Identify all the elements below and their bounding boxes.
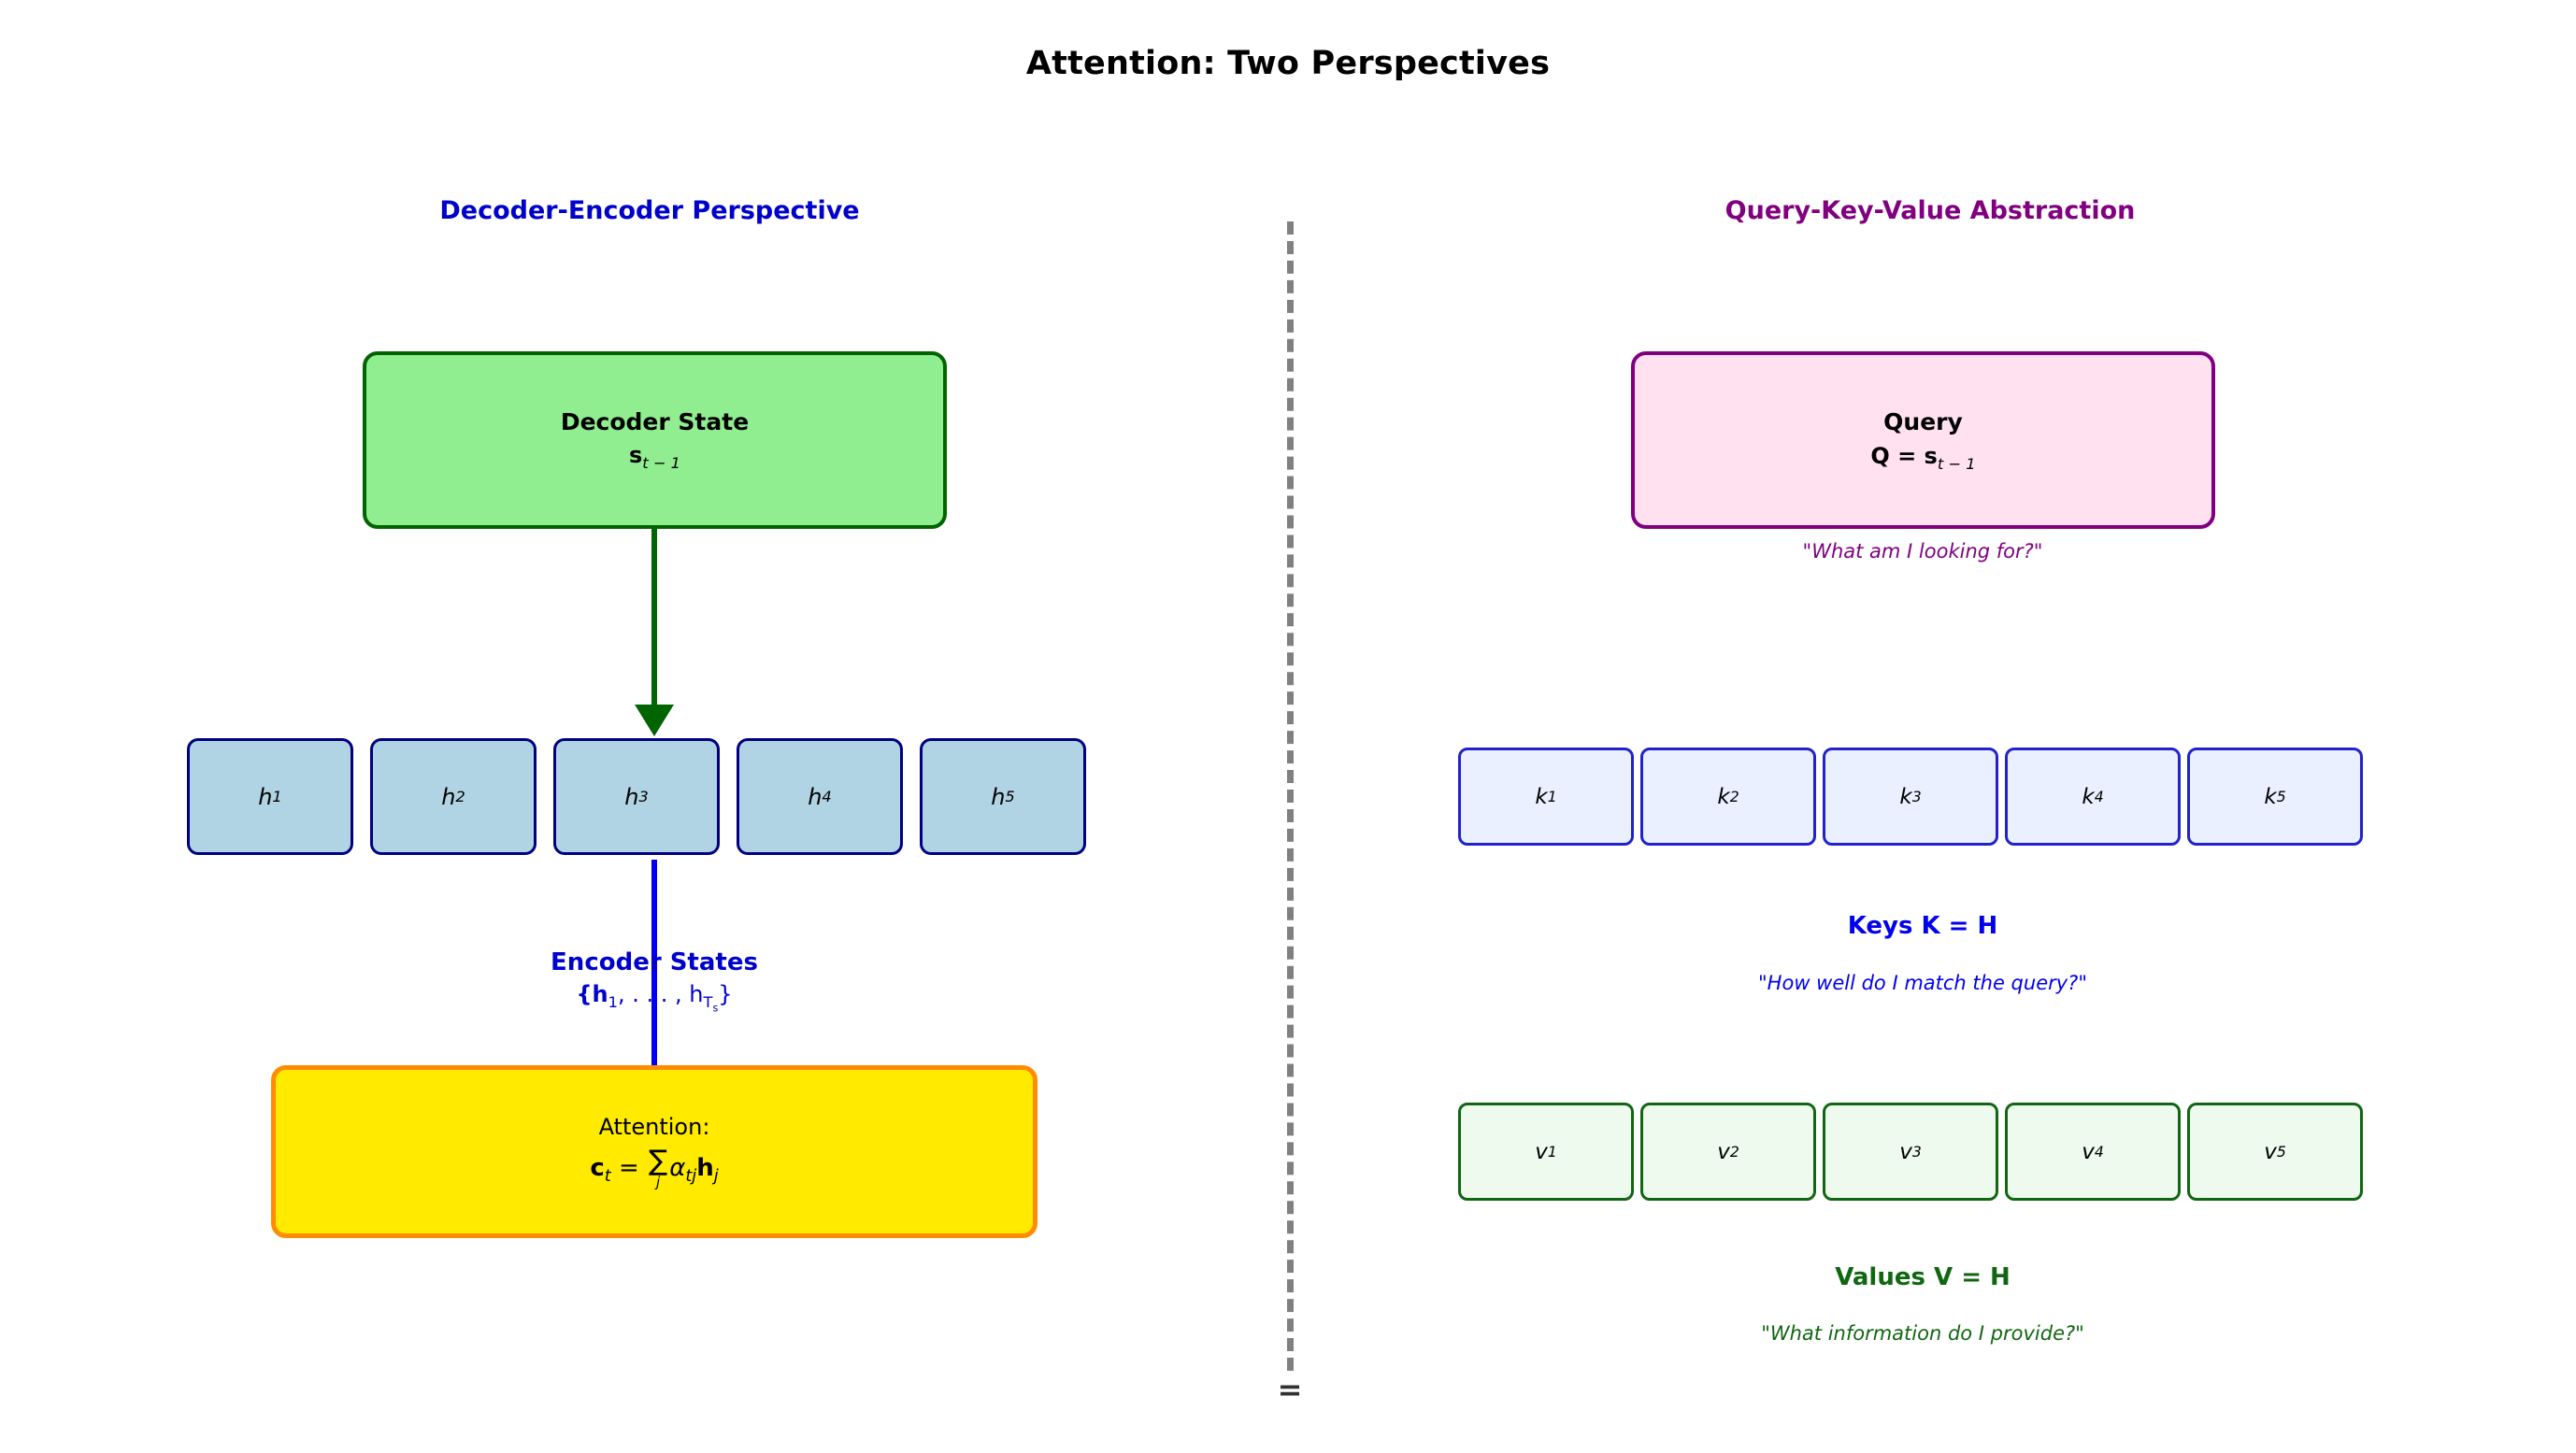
query-box (1631, 351, 2215, 529)
values-row (1458, 1103, 2383, 1205)
decoder-s-symbol: s (628, 442, 643, 469)
decoder-state-box (363, 351, 947, 529)
keys-label: Keys K = H (1847, 912, 1998, 940)
keys-row (1458, 748, 2383, 850)
key-cell-base: k (1717, 784, 1730, 809)
value-cell-base: v (1535, 1139, 1548, 1164)
query-caption: "What am I looking for?" (1802, 540, 2043, 563)
value-cell (1640, 1103, 1816, 1201)
summation-symbol-group (649, 1147, 667, 1189)
value-cell (1458, 1103, 1634, 1201)
attention-box (271, 1065, 1038, 1238)
value-cell-sub: 3 (1911, 1143, 1922, 1161)
key-cell-sub: 1 (1547, 788, 1557, 805)
summation-index: j (656, 1174, 661, 1190)
encoder-cell-sub: 1 (272, 788, 282, 805)
key-cell (2187, 748, 2363, 846)
key-cell-sub: 3 (1911, 788, 1922, 805)
attention-h-symbol: h (696, 1154, 714, 1182)
value-cell-sub: 2 (1729, 1143, 1739, 1161)
key-cell (2005, 748, 2181, 846)
query-formula (1870, 443, 1975, 473)
left-panel-title: Decoder-Encoder Perspective (439, 196, 860, 225)
encoder-states-label-line1: Encoder States (551, 948, 758, 976)
attention-h-sub: j (713, 1167, 719, 1187)
encoder-states-label (374, 948, 935, 1014)
value-cell-sub: 5 (2276, 1143, 2286, 1161)
value-cell-sub: 1 (1547, 1143, 1557, 1161)
value-cell (2005, 1103, 2181, 1201)
key-cell-base: k (2264, 784, 2277, 809)
key-cell-sub: 2 (1729, 788, 1739, 805)
keys-caption: "How well do I match the query?" (1758, 972, 2087, 994)
decoder-state-title: Decoder State (560, 408, 750, 436)
query-formula-prefix: Q = s (1870, 442, 1938, 469)
encoder-cell-sub: 2 (455, 788, 465, 805)
encoder-set-sub2-base: T (703, 992, 713, 1011)
attention-c-symbol: c (590, 1154, 605, 1182)
encoder-set-sub2 (703, 992, 719, 1015)
values-caption: "What information do I provide?" (1761, 1322, 2084, 1345)
value-cell (2187, 1103, 2363, 1201)
encoder-cell-base: h (441, 783, 456, 810)
key-cell (1640, 748, 1816, 846)
encoder-set-mid: , . . . , h (618, 981, 704, 1007)
key-cell (1823, 748, 1998, 846)
key-cell-base: k (1899, 784, 1912, 809)
value-cell-base: v (2264, 1139, 2277, 1164)
value-cell-base: v (1899, 1139, 1912, 1164)
encoder-cell-base: h (624, 783, 639, 810)
encoder-cell-base: h (991, 783, 1006, 810)
attention-alpha: α (669, 1154, 686, 1182)
attention-formula (590, 1147, 718, 1189)
encoder-state-cell (920, 738, 1086, 855)
attention-alpha-sub: tj (685, 1167, 697, 1187)
encoder-set-suffix: } (718, 981, 733, 1007)
attention-label: Attention: (598, 1114, 710, 1140)
encoder-state-cell (370, 738, 537, 855)
encoder-state-cell (737, 738, 903, 855)
value-cell-base: v (2082, 1139, 2095, 1164)
encoder-set-sub2-sub: s (712, 1002, 719, 1015)
decoder-to-encoder-arrow-line (651, 529, 657, 716)
decoder-state-formula (629, 442, 680, 472)
encoder-state-cell (553, 738, 720, 855)
equals-symbol: = (1277, 1372, 1303, 1407)
encoder-states-label-line2 (374, 981, 935, 1014)
attention-equals: = (618, 1154, 639, 1182)
decoder-to-encoder-arrow-head (635, 705, 674, 736)
encoder-cell-sub: 3 (638, 788, 649, 805)
decoder-s-subscript: t − 1 (642, 453, 681, 472)
encoder-states-row (187, 738, 1103, 860)
key-cell-sub: 4 (2094, 788, 2104, 805)
encoder-cell-sub: 5 (1005, 788, 1015, 805)
key-cell-base: k (1535, 784, 1548, 809)
query-formula-sub: t − 1 (1937, 454, 1976, 473)
encoder-cell-base: h (808, 783, 823, 810)
right-panel-title: Query-Key-Value Abstraction (1724, 196, 2136, 225)
summation-sigma: ∑ (649, 1145, 668, 1177)
key-cell-sub: 5 (2276, 788, 2286, 805)
key-cell (1458, 748, 1634, 846)
page-title: Attention: Two Perspectives (1025, 45, 1551, 82)
encoder-state-cell (187, 738, 353, 855)
value-cell-sub: 4 (2094, 1143, 2104, 1161)
panel-divider (1287, 221, 1294, 1371)
key-cell-base: k (2082, 784, 2095, 809)
encoder-cell-sub: 4 (822, 788, 832, 805)
encoder-cell-base: h (258, 783, 273, 810)
values-label: Values V = H (1835, 1263, 2011, 1291)
value-cell-base: v (1717, 1139, 1730, 1164)
encoder-set-prefix: {h (576, 981, 608, 1007)
attention-c-sub: t (604, 1167, 611, 1187)
encoder-set-sub1: 1 (608, 992, 619, 1011)
query-title: Query (1883, 407, 1963, 435)
value-cell (1823, 1103, 1998, 1201)
